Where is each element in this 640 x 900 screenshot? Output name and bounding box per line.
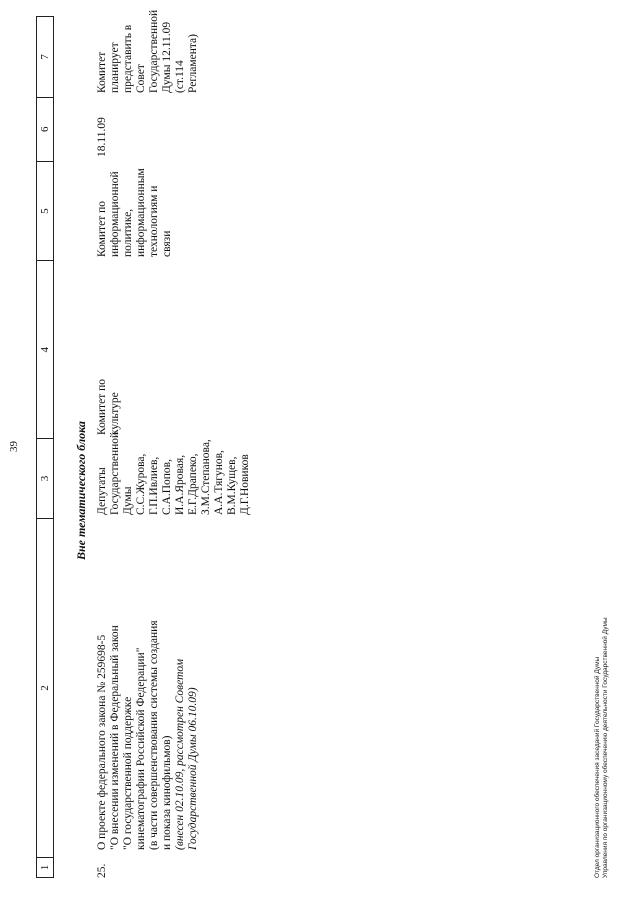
co-executor-committee-cell — [96, 160, 252, 260]
responsible-committee-line: культуре — [109, 392, 121, 435]
page-number: 39 — [8, 441, 20, 452]
plan-line: Думы 12.11.09 — [161, 21, 173, 93]
author-line: Государственной — [109, 431, 121, 515]
table-row — [96, 9, 252, 878]
bill-title-line: О проекте федерального закона № 259698-5 — [96, 634, 108, 850]
responsible-committee-line: Комитет по — [96, 379, 108, 435]
column-number-5: 5 — [37, 161, 53, 261]
bill-title-line: и показа кинофильмов) — [161, 735, 173, 850]
plan-line: Комитет планирует — [96, 42, 121, 93]
column-number-4: 4 — [37, 260, 53, 438]
plan-line: Государственной — [148, 9, 160, 93]
co-executor-line: технологиям и — [148, 185, 160, 257]
co-executor-line: информационным — [135, 168, 147, 257]
bill-title-line: "О государственной поддержке — [122, 696, 134, 850]
section-title: Вне тематического блока — [74, 421, 88, 560]
column-number-header — [36, 16, 54, 878]
co-executor-line: политике, — [122, 208, 134, 257]
author-line: С.С.Журова, — [135, 453, 147, 515]
co-executor-line: информационной — [109, 171, 121, 257]
author-line: Е.Г.Драпеко, — [187, 453, 199, 515]
bill-note-line: Государственной Думы 06.10.09) — [187, 687, 199, 850]
responsible-committee-cell — [96, 260, 252, 438]
author-line: А.А.Тягунов, — [213, 450, 225, 515]
author-line: В.М.Кущев, — [226, 456, 238, 515]
bill-note-line: (внесен 02.10.09, рассмотрен Советом — [174, 658, 186, 850]
author-line: Думы — [122, 486, 134, 515]
column-number-2: 2 — [37, 518, 53, 857]
plan-line: (ст.114 Регламента) — [174, 34, 199, 93]
bill-title-cell — [96, 518, 252, 858]
authors-cell — [96, 431, 252, 518]
author-line: Г.П.Ивлиев, — [148, 456, 160, 515]
column-number-6: 6 — [37, 97, 53, 161]
author-line: Депутаты — [96, 467, 108, 515]
plan-line: представить в Совет — [122, 24, 147, 93]
author-line: И.А.Яровая, — [174, 454, 186, 515]
co-executor-line: связи — [161, 230, 173, 257]
plan-cell — [96, 9, 252, 96]
co-executor-line: Комитет по — [96, 201, 108, 257]
footer-line-2: Управления по организационному обеспечению деятельности Государственной Думы — [602, 617, 609, 878]
column-number-1: 1 — [37, 857, 53, 877]
author-line: Д.Г.Новиков — [239, 454, 251, 515]
row-number: 25. — [96, 863, 108, 878]
column-number-7: 7 — [39, 54, 51, 60]
date-cell: 18.11.09 — [96, 117, 108, 157]
footer-line-1: Отдел организационного обеспечения заседаний Государственной Думы — [594, 656, 601, 878]
column-number-3: 3 — [37, 438, 53, 518]
author-line: З.М.Степанова, — [200, 439, 212, 515]
bill-title-line: (в части совершенствования системы создания — [148, 620, 160, 850]
bill-title-line: кинематографии Российской Федерации" — [135, 647, 147, 850]
bill-title-line: "О внесении изменений в Федеральный закон — [109, 625, 121, 850]
page-footer — [594, 617, 610, 878]
author-line: С.А.Попов, — [161, 459, 173, 515]
